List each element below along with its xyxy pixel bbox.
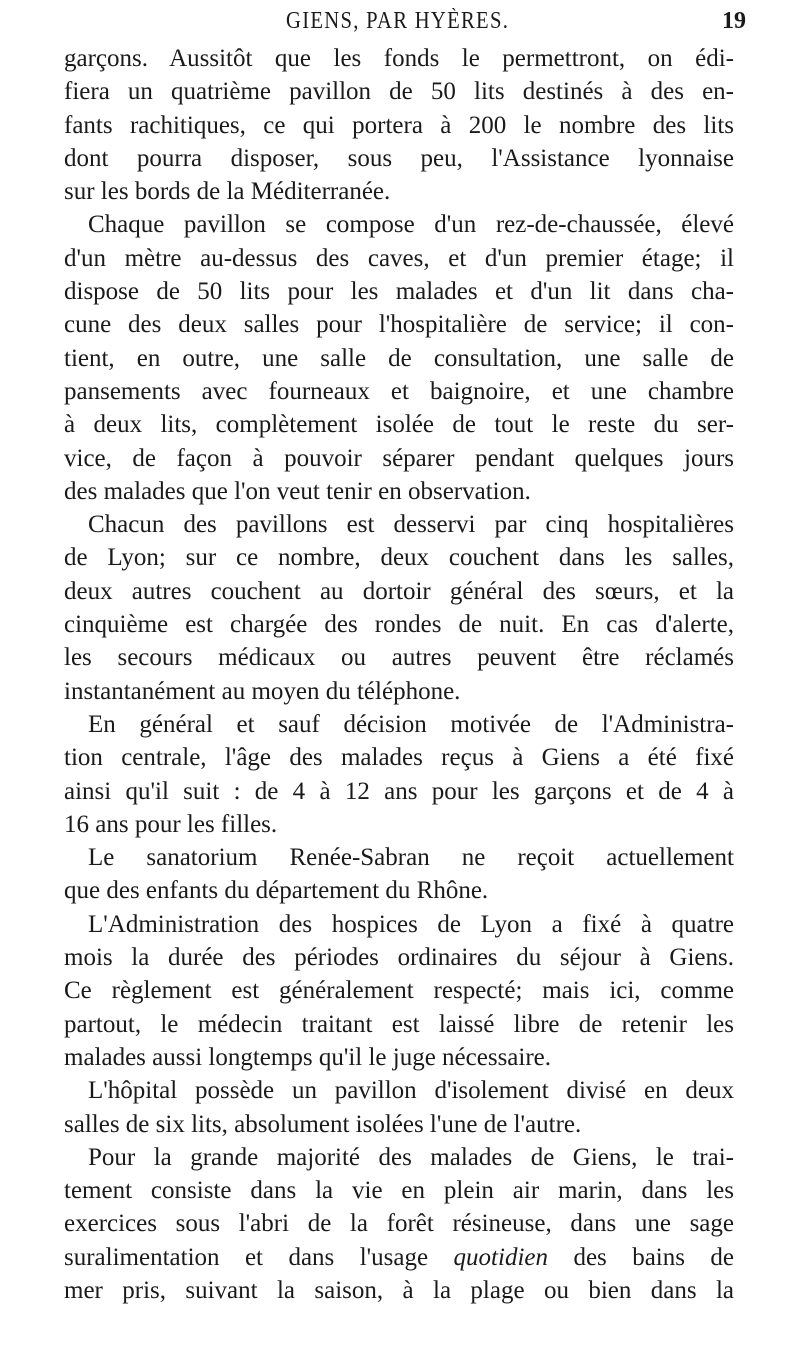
text-line: Ce règlement est généralement respecté; mais ici, comme [64, 977, 734, 1005]
text-line: Chaque pavillon se compose d'un rez-de-chaussée, élevé [88, 211, 734, 239]
text-line: 16 ans pour les filles. [64, 810, 278, 838]
text-line: Le sanatorium Renée-Sabran ne reçoit actuellement [88, 844, 734, 872]
text-line: fants rachitiques, ce qui portera à 200 le nombre des lits [64, 111, 734, 139]
text-line: pansements avec fourneaux et baignoire, et une chambre [64, 377, 734, 405]
text-segment: des bains de [573, 1243, 735, 1271]
page-number: 19 [722, 8, 746, 34]
text-line: que des enfants du département du Rhône. [64, 877, 489, 905]
text-line: deux autres couchent au dortoir général des sœurs, et la [64, 577, 734, 605]
text-line: cune des deux salles pour l'hospitalière de service; il con- [64, 311, 734, 339]
italic-word: quotidien [453, 1243, 548, 1271]
text-line: tion centrale, l'âge des malades reçus à Giens a été fixé [64, 744, 734, 772]
text-segment: suralimentation et dans l'usage [64, 1243, 429, 1271]
text-line: mois la durée des périodes ordinaires du séjour à Giens. [64, 944, 734, 972]
text-line: d'un mètre au-dessus des caves, et d'un premier étage; il [64, 244, 734, 272]
text-line: cinquième est chargée des rondes de nuit. En cas d'alerte, [64, 611, 734, 639]
text-line: partout, le médecin traitant est laissé libre de retenir les [64, 1010, 734, 1038]
text-line-mixed [64, 1241, 734, 1274]
text-line: ainsi qu'il suit : de 4 à 12 ans pour les garçons et de 4 à [64, 777, 734, 805]
text-line: sur les bords de la Méditerranée. [64, 178, 391, 206]
text-line: Chacun des pavillons est desservi par cinq hospitalières [88, 511, 734, 539]
text-line: exercices sous l'abri de la forêt résineuse, dans une sage [64, 1210, 734, 1238]
body-text [64, 42, 734, 1307]
text-line: mer pris, suivant la saison, à la plage ou bien dans la [64, 1276, 734, 1304]
text-line: dispose de 50 lits pour les malades et d'un lit dans cha- [64, 278, 734, 306]
text-line: fiera un quatrième pavillon de 50 lits destinés à des en- [64, 78, 734, 106]
running-head [0, 8, 800, 38]
text-line: à deux lits, complètement isolée de tout le reste du ser- [64, 411, 734, 439]
text-line: garçons. Aussitôt que les fonds le permettront, on édi- [64, 45, 734, 72]
text-line: tement consiste dans la vie en plein air marin, dans les [64, 1177, 734, 1205]
text-line: les secours médicaux ou autres peuvent être réclamés [64, 644, 734, 672]
text-line: des malades que l'on veut tenir en observation. [64, 477, 531, 505]
text-line: malades aussi longtemps qu'il le juge nécessaire. [64, 1043, 552, 1071]
text-line: tient, en outre, une salle de consultation, une salle de [64, 344, 734, 372]
text-line: En général et sauf décision motivée de l'Administra- [88, 710, 734, 738]
running-title: GIENS, PAR HYÈRES. [286, 8, 510, 34]
text-line: dont pourra disposer, sous peu, l'Assistance lyonnaise [64, 144, 734, 172]
text-line: L'Administration des hospices de Lyon a fixé à quatre [88, 910, 734, 938]
text-line: vice, de façon à pouvoir séparer pendant quelques jours [64, 444, 734, 472]
text-line: instantanément au moyen du téléphone. [64, 677, 461, 705]
text-line: de Lyon; sur ce nombre, deux couchent dans les salles, [64, 544, 734, 572]
text-line: Pour la grande majorité des malades de Giens, le trai- [88, 1143, 734, 1171]
text-line: L'hôpital possède un pavillon d'isolement divisé en deux [88, 1077, 734, 1105]
text-line: salles de six lits, absolument isolées l'une de l'autre. [64, 1110, 582, 1138]
